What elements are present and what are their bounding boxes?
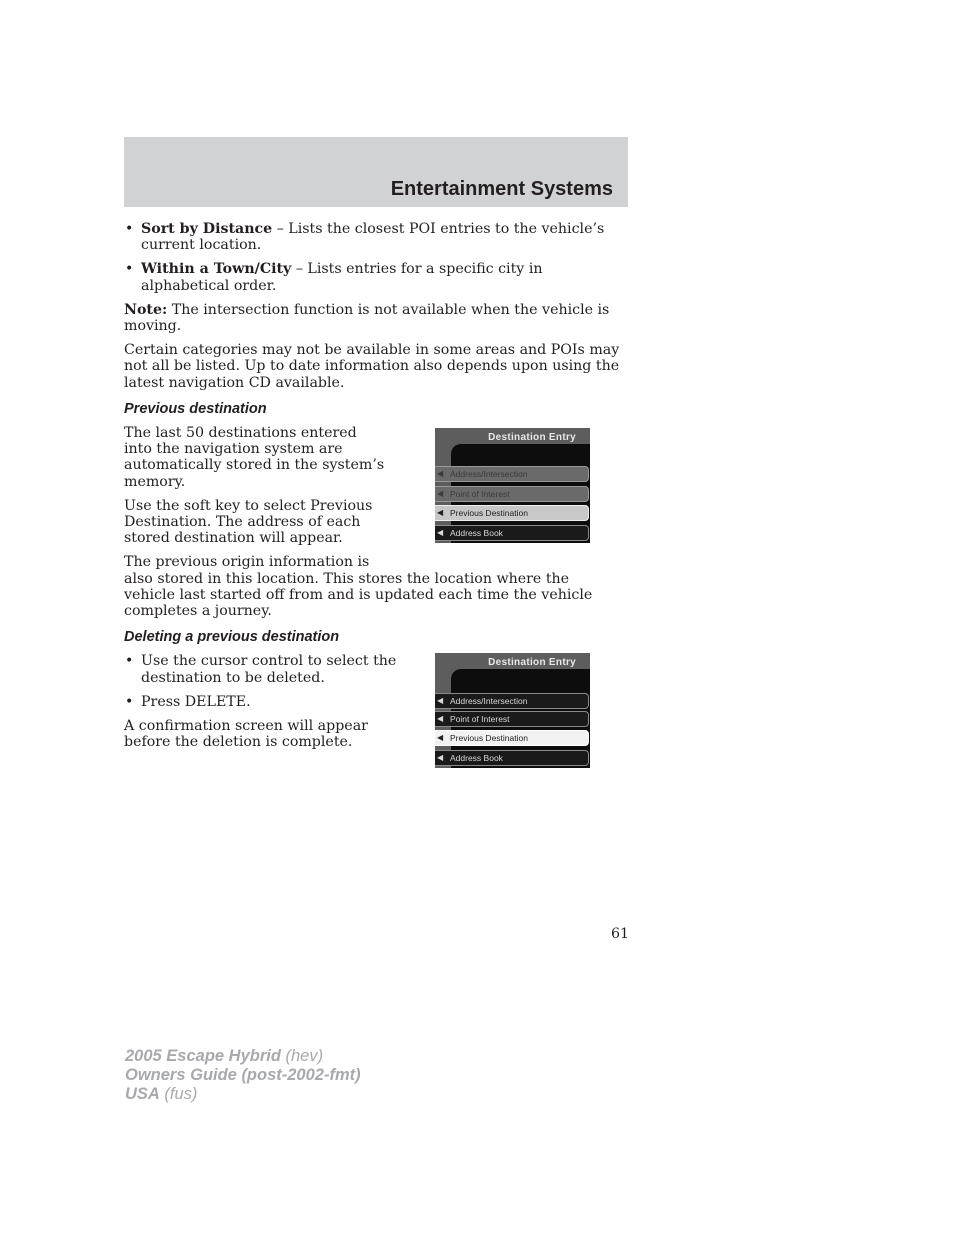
menu-item-address-book	[435, 525, 589, 541]
section-header-band	[124, 137, 628, 207]
page-number: 61	[611, 926, 630, 942]
document-footer	[125, 1047, 361, 1104]
footer-market-code: (fus)	[159, 1085, 198, 1103]
destination-entry-screen-1	[435, 428, 590, 543]
deleting-destination-heading: Deleting a previous destination	[124, 629, 340, 646]
list-item: • Use the cursor control to select the destination to be deleted.	[124, 653, 403, 685]
left-arrow-icon: ◀	[437, 753, 444, 762]
left-arrow-icon: ◀	[437, 469, 444, 478]
left-arrow-icon: ◀	[437, 489, 444, 498]
menu-item-label: Previous Destination	[450, 508, 528, 518]
menu-item-address-intersection	[435, 693, 589, 709]
note-paragraph	[124, 302, 620, 334]
note-label: Note:	[124, 301, 168, 318]
section-title: Entertainment Systems	[390, 178, 613, 200]
menu-item-label: Point of Interest	[450, 489, 510, 499]
categories-paragraph: Certain categories may not be available in some areas and POIs may not all be listed. Up to date information also depends upon using the latest navigation CD available.	[124, 342, 620, 391]
previous-paragraph-3	[124, 554, 620, 619]
note-text: The intersection function is not available when the vehicle is moving.	[124, 301, 610, 335]
destination-entry-screen-2	[435, 653, 590, 768]
menu-item-label: Previous Destination	[450, 733, 528, 743]
previous-paragraph-3-line1: The previous origin information is	[124, 554, 370, 571]
bullet-text: – Lists entries for a specific city in alphabetical order.	[141, 261, 543, 294]
menu-item-previous-destination	[435, 730, 589, 746]
list-item	[124, 261, 620, 293]
left-arrow-icon: ◀	[437, 508, 444, 517]
left-arrow-icon: ◀	[437, 696, 444, 705]
footer-market: USA	[125, 1085, 160, 1103]
footer-line-2: Owners Guide (post-2002-fmt)	[125, 1066, 361, 1084]
screen-title: Destination Entry	[488, 432, 576, 443]
footer-line-1	[125, 1047, 361, 1066]
previous-paragraph-2: Use the soft key to select Previous Destination. The address of each stored destination will appear.	[124, 497, 373, 547]
footer-model: 2005 Escape Hybrid	[125, 1047, 281, 1065]
footer-line-3	[125, 1085, 361, 1104]
menu-item-point-of-interest	[435, 711, 589, 727]
menu-item-label: Address/Intersection	[450, 469, 528, 479]
list-item	[124, 221, 620, 253]
list-item: • Press DELETE.	[124, 694, 403, 710]
menu-item-label: Address/Intersection	[450, 696, 528, 706]
left-arrow-icon: ◀	[437, 714, 444, 723]
bullet-term: Sort by Distance	[141, 221, 273, 237]
menu-item-label: Point of Interest	[450, 714, 510, 724]
menu-item-address-intersection	[435, 466, 589, 482]
deleting-paragraph: A confirmation screen will appear before the deletion is complete.	[124, 718, 368, 751]
menu-item-label: Address Book	[450, 753, 503, 763]
screen-title: Destination Entry	[488, 657, 576, 668]
menu-item-address-book	[435, 750, 589, 766]
bullet-text: – Lists the closest POI entries to the vehicle’s current location.	[141, 221, 605, 254]
previous-paragraph-3-rest: also stored in this location. This stores the location where the vehicle last started off from and is updated each time the vehicle completes a journey.	[124, 570, 593, 620]
menu-item-previous-destination	[435, 505, 589, 521]
previous-paragraph-1: The last 50 destinations entered into the navigation system are automatically stored in the system’s memory.	[124, 425, 385, 490]
left-arrow-icon: ◀	[437, 528, 444, 537]
footer-model-code: (hev)	[280, 1047, 324, 1065]
left-arrow-icon: ◀	[437, 733, 444, 742]
previous-destination-heading: Previous destination	[124, 400, 267, 417]
menu-item-point-of-interest	[435, 486, 589, 502]
bullet-term: Within a Town/City	[141, 261, 292, 278]
menu-item-label: Address Book	[450, 528, 503, 538]
